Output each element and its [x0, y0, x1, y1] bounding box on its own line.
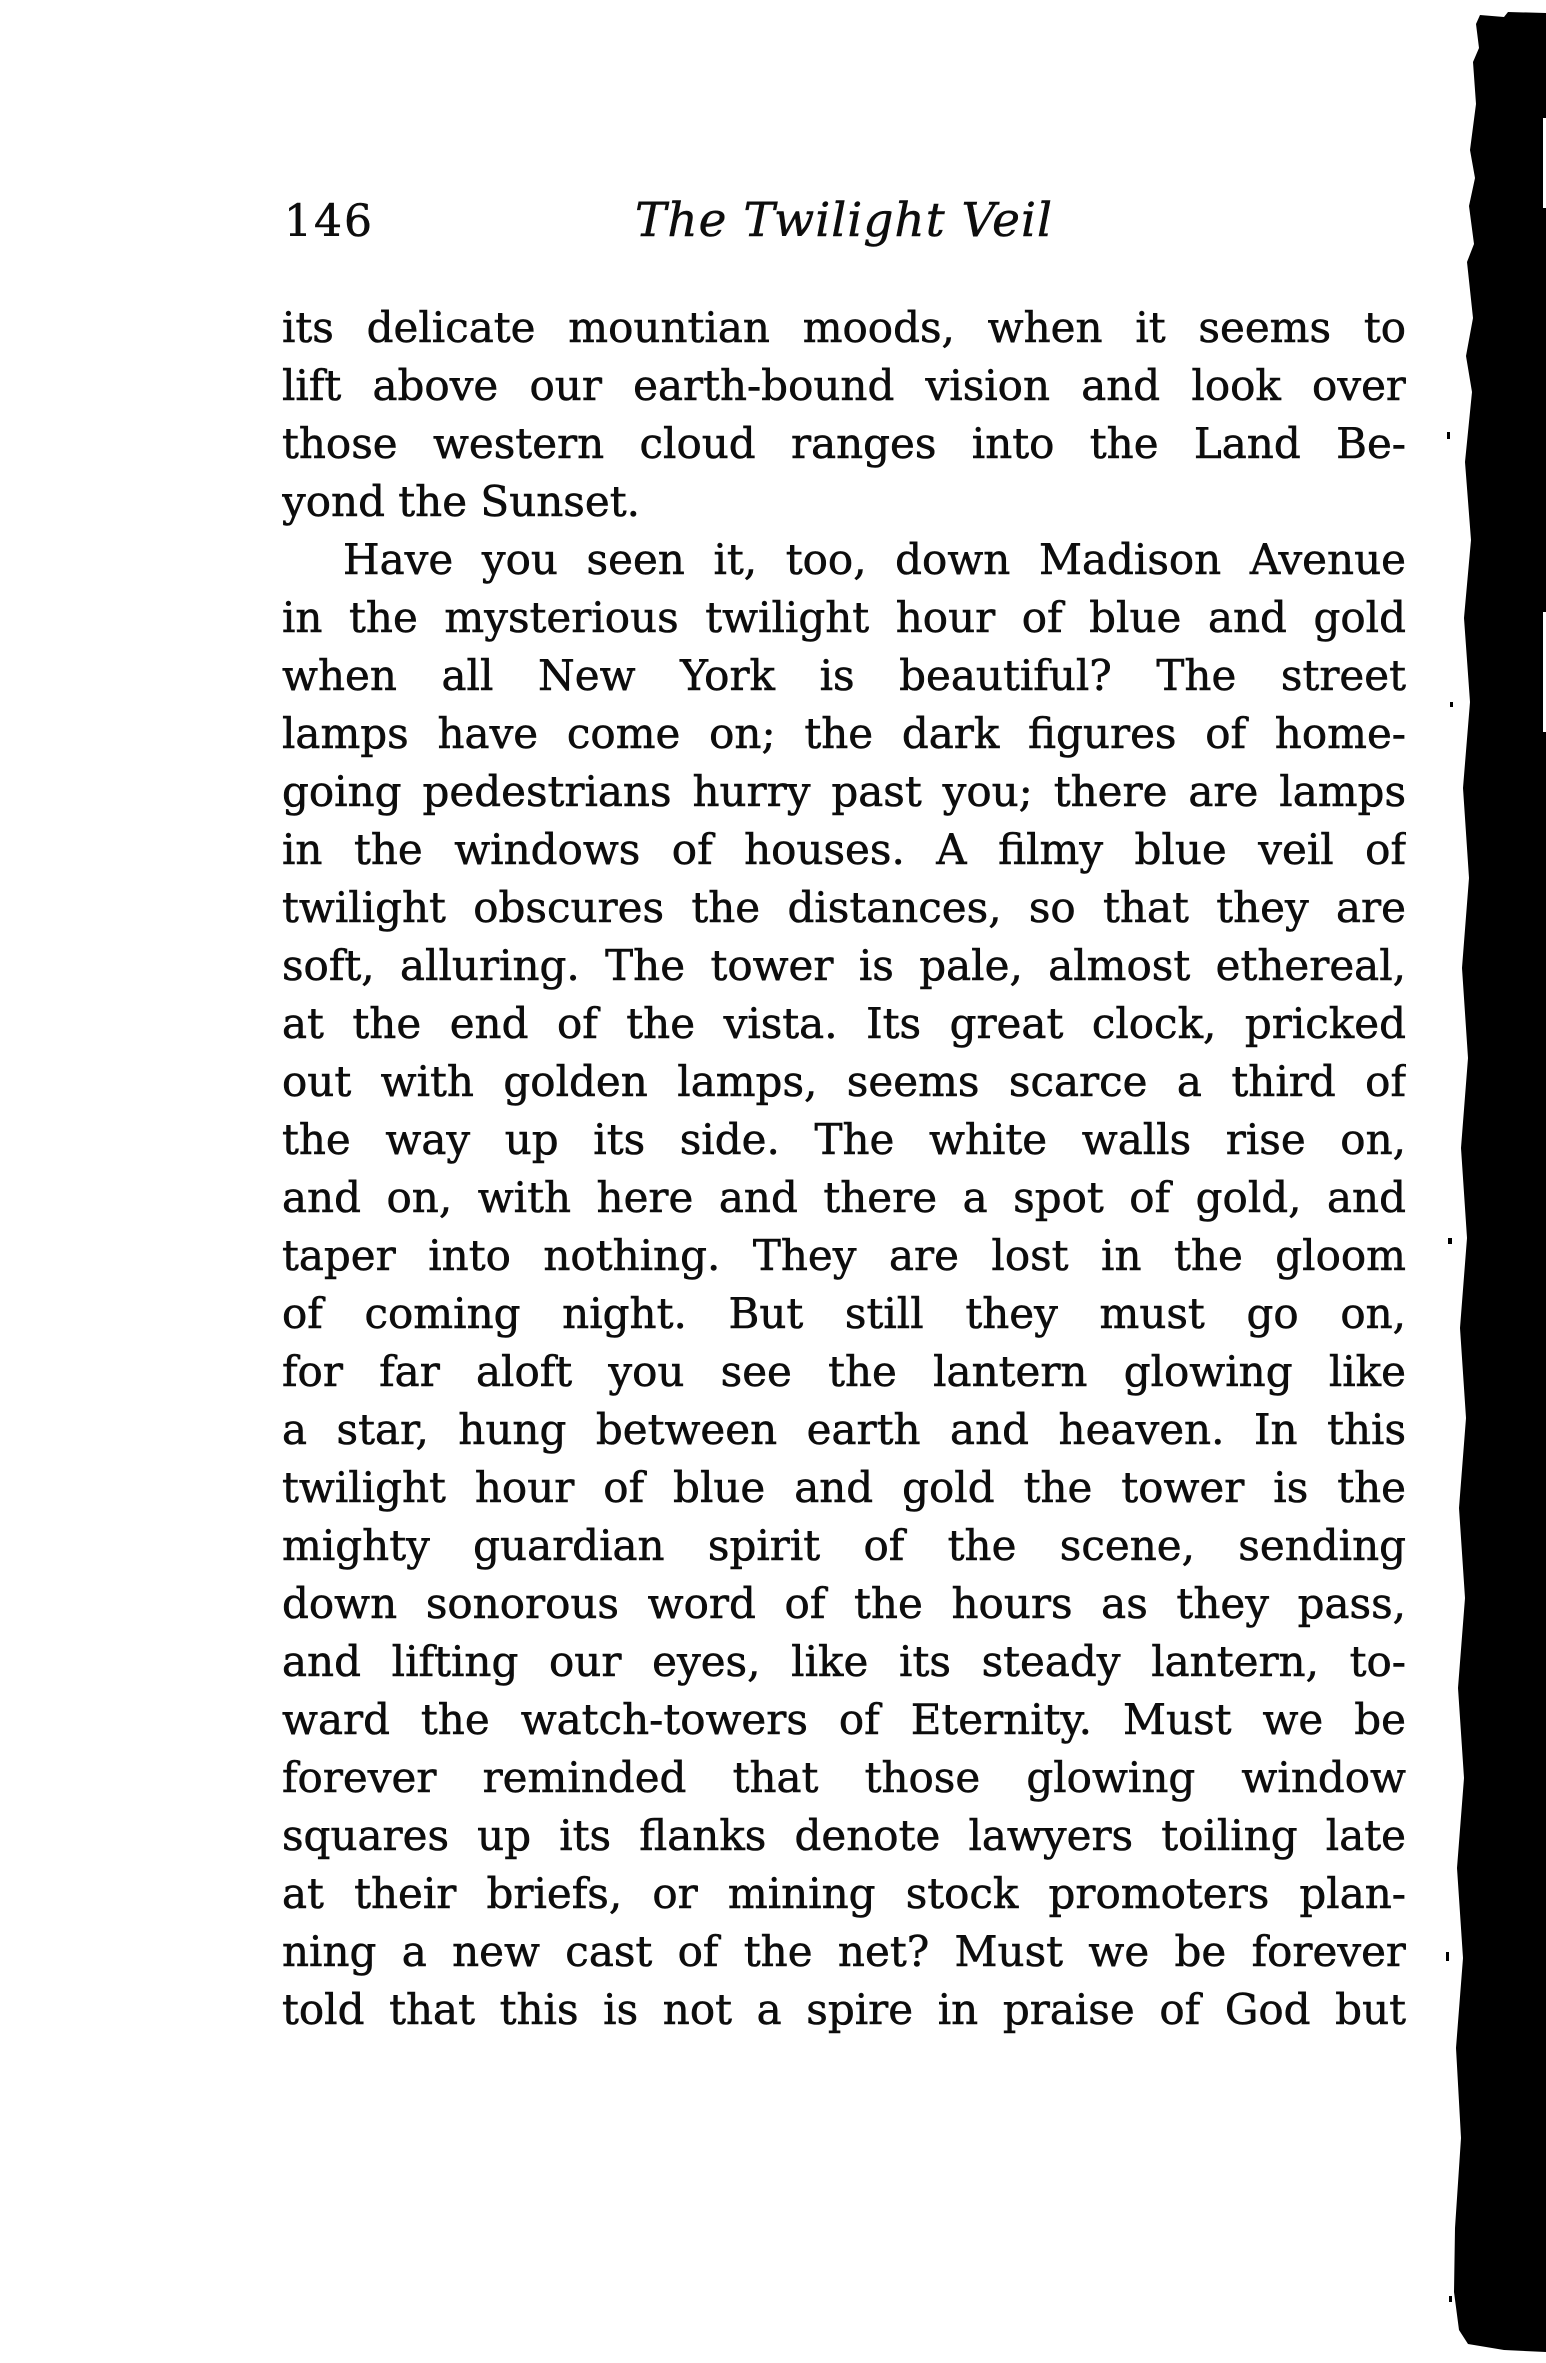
- page-number: 146: [284, 196, 374, 247]
- text-line: ward the watch-towers of Eternity. Must we be: [282, 1695, 1406, 1744]
- text-line: lamps have come on; the dark figures of home-: [282, 709, 1406, 758]
- text-line: a star, hung between earth and heaven. In this: [282, 1405, 1406, 1454]
- paragraph: [282, 531, 1406, 2039]
- text-line: told that this is not a spire in praise of God but: [282, 1985, 1406, 2034]
- text-line: ning a new cast of the net? Must we be forever: [282, 1927, 1406, 1976]
- text-line: those western cloud ranges into the Land Be-: [282, 419, 1406, 468]
- text-line: the way up its side. The white walls rise on,: [282, 1115, 1406, 1164]
- text-line: lift above our earth-bound vision and look over: [282, 361, 1406, 410]
- text-line: its delicate mountian moods, when it seems to: [282, 303, 1406, 352]
- body-text: [282, 299, 1406, 2039]
- text-line: twilight obscures the distances, so that they are: [282, 883, 1406, 932]
- text-line: soft, alluring. The tower is pale, almost ethereal,: [282, 941, 1406, 990]
- paragraph: [282, 299, 1406, 531]
- text-line: taper into nothing. They are lost in the gloom: [282, 1231, 1406, 1280]
- text-line: in the windows of houses. A filmy blue veil of: [282, 825, 1406, 874]
- text-line: in the mysterious twilight hour of blue and gold: [282, 593, 1406, 642]
- running-title: The Twilight Veil: [634, 193, 1054, 248]
- text-line: squares up its flanks denote lawyers toiling late: [282, 1811, 1406, 1860]
- page-header: [282, 193, 1406, 252]
- scan-gutter-shadow: [1446, 0, 1546, 2363]
- text-line: of coming night. But still they must go on,: [282, 1289, 1406, 1338]
- text-line: when all New York is beautiful? The street: [282, 651, 1406, 700]
- text-line: yond the Sunset.: [282, 477, 640, 526]
- text-line: at the end of the vista. Its great clock, pricked: [282, 999, 1406, 1048]
- text-line: Have you seen it, too, down Madison Avenue: [343, 535, 1406, 584]
- text-line: down sonorous word of the hours as they pass,: [282, 1579, 1406, 1628]
- text-line: and on, with here and there a spot of gold, and: [282, 1173, 1406, 1222]
- text-line: forever reminded that those glowing window: [282, 1753, 1406, 1802]
- text-line: for far aloft you see the lantern glowing like: [282, 1347, 1406, 1396]
- text-line: and lifting our eyes, like its steady lantern, to-: [282, 1637, 1406, 1686]
- text-line: going pedestrians hurry past you; there are lamps: [282, 767, 1406, 816]
- text-line: mighty guardian spirit of the scene, sending: [282, 1521, 1406, 1570]
- text-line: out with golden lamps, seems scarce a third of: [282, 1057, 1406, 1106]
- text-line: twilight hour of blue and gold the tower is the: [282, 1463, 1406, 1512]
- text-line: at their briefs, or mining stock promoters plan-: [282, 1869, 1406, 1918]
